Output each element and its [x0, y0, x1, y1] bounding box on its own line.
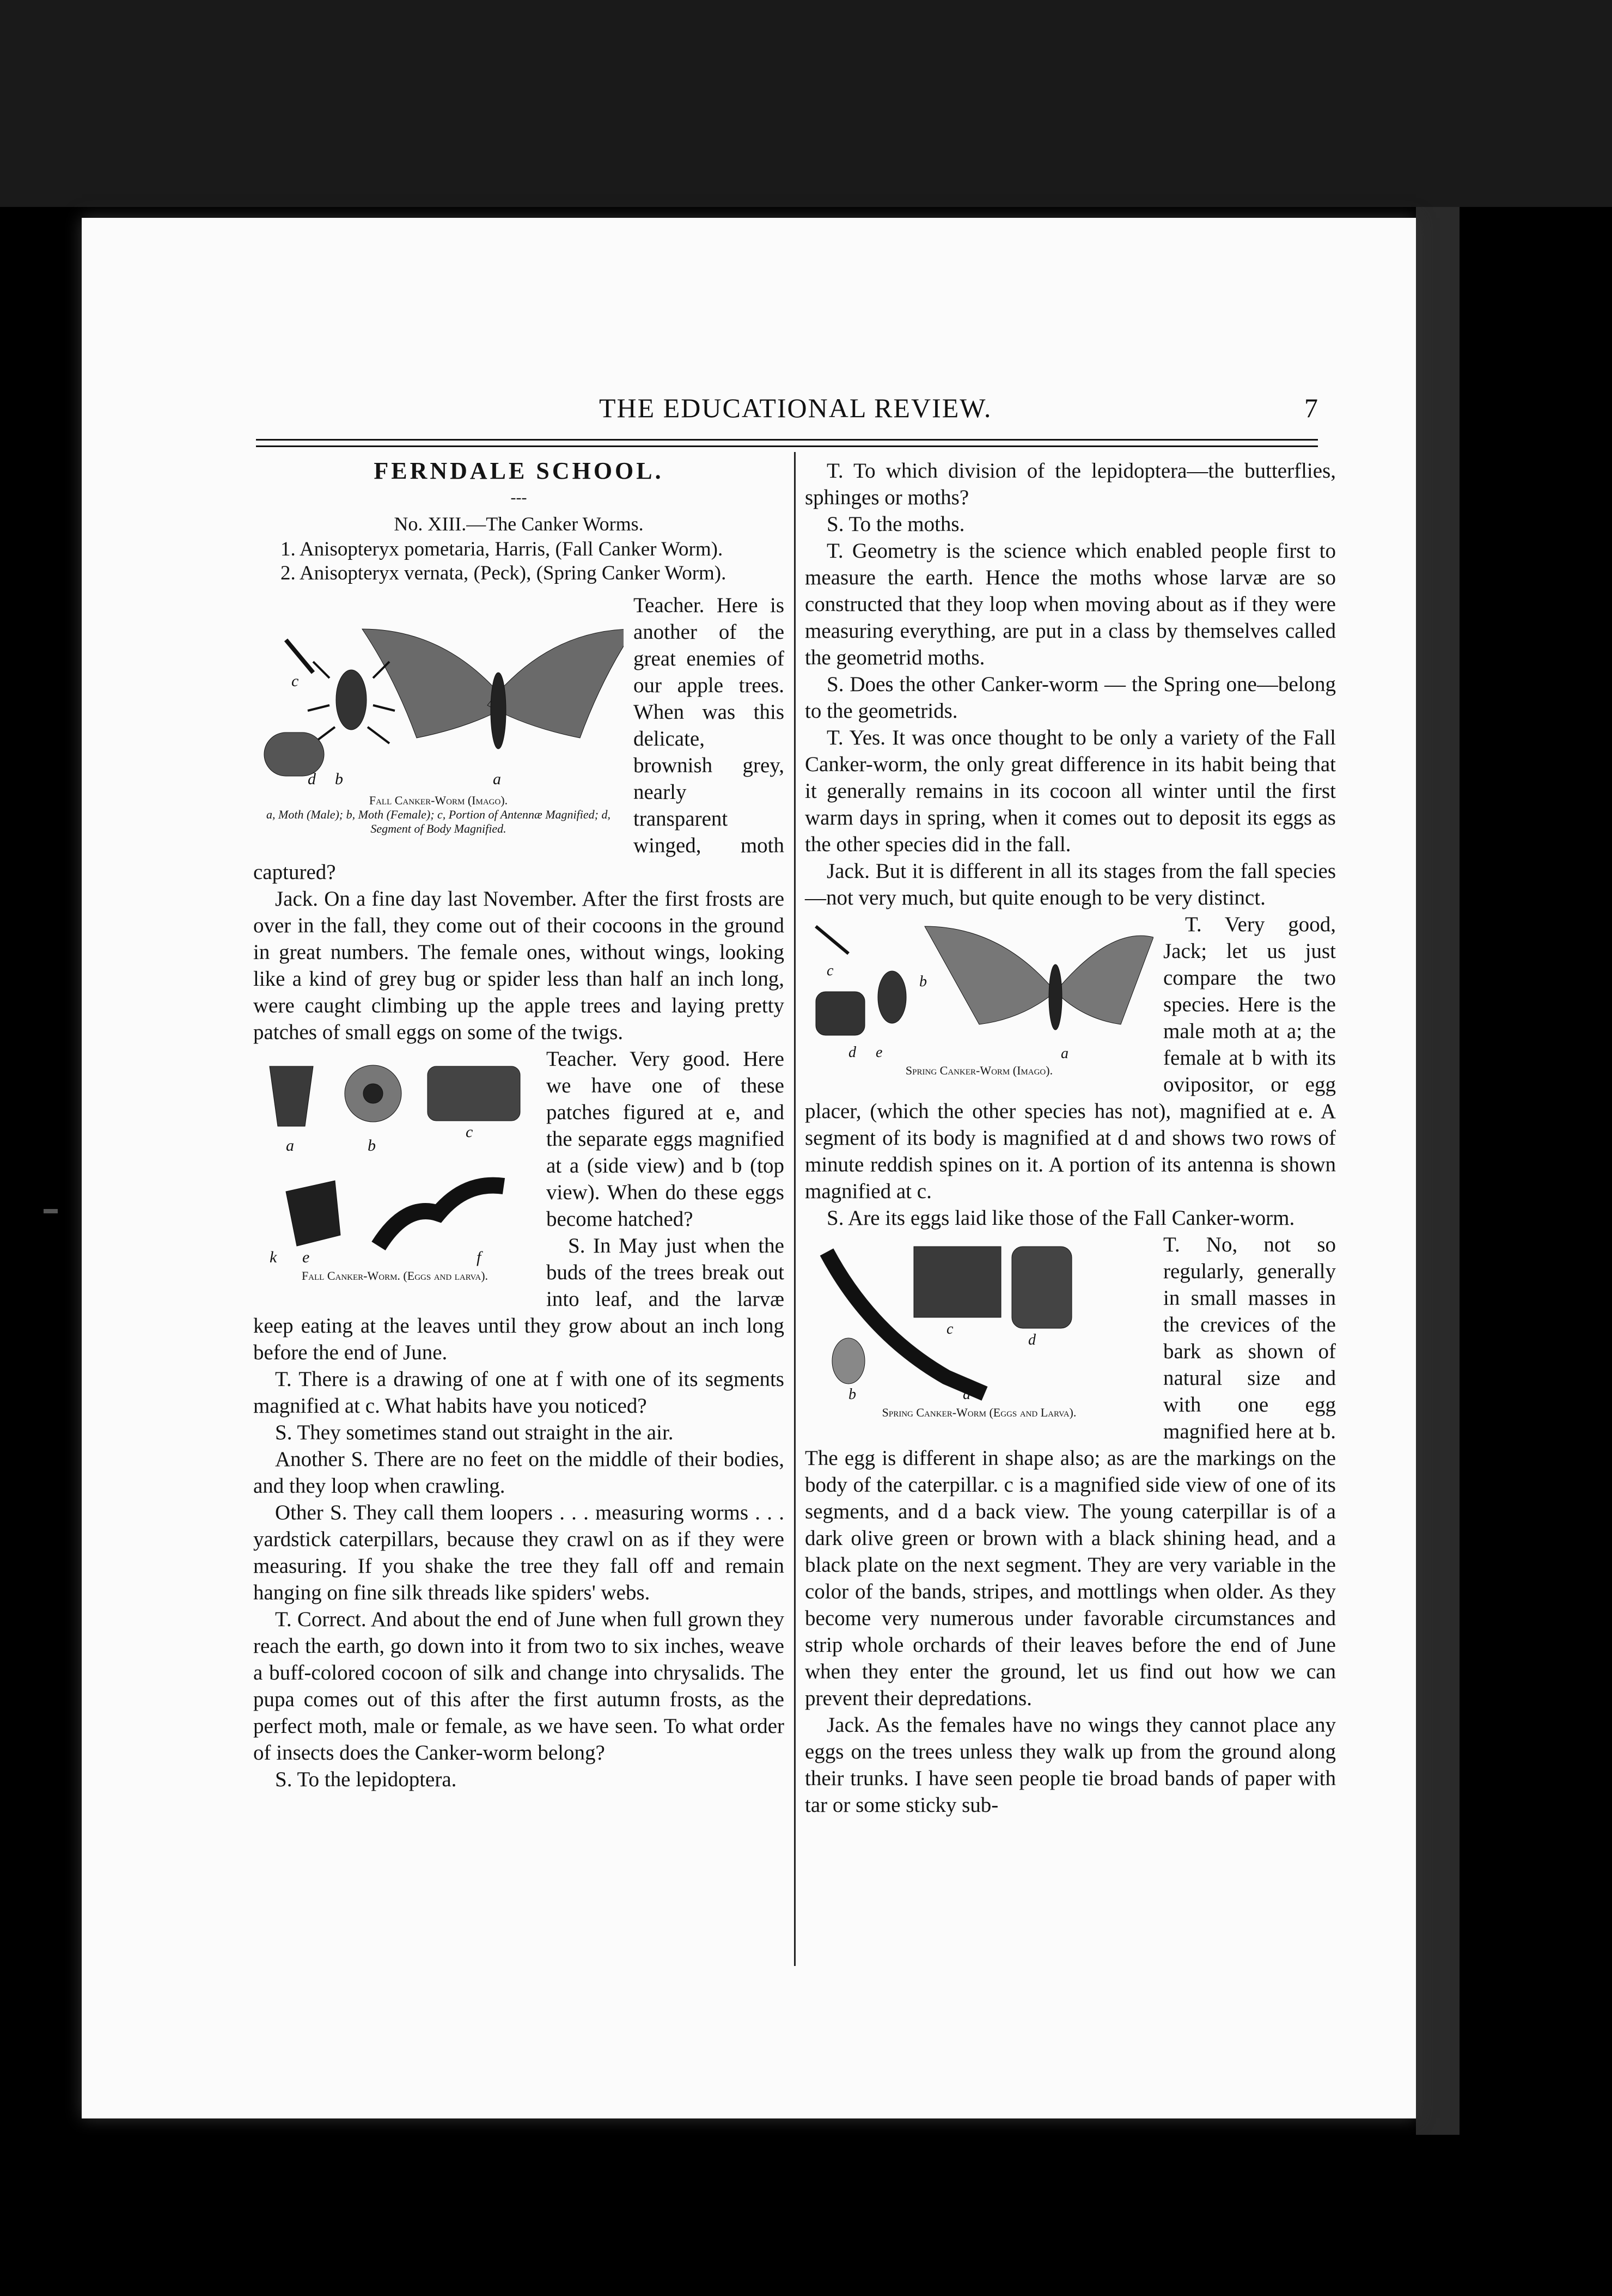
svg-text:c: c: [466, 1123, 473, 1141]
paragraph: S. To the lepidoptera.: [275, 1768, 457, 1791]
paragraph: Jack. But it is different in all its stages from the fall species—not very much, but quite enough to be very distinct.: [805, 859, 1336, 909]
paragraph: S. They sometimes stand out straight in the air.: [275, 1421, 674, 1444]
page-number: 7: [1304, 393, 1318, 423]
svg-text:d: d: [848, 1044, 856, 1061]
species-line: 1. Anisopteryx pometaria, Harris, (Fall Canker Worm).: [280, 538, 723, 560]
spring-eggs-larva-illustration: [805, 1236, 1153, 1405]
svg-text:e: e: [876, 1044, 883, 1061]
figure-spring-canker-worm-eggs: [805, 1236, 1153, 1437]
paragraph: Other S. They call them loopers . . . measuring worms . . . yardstick caterpillars, because they crawl on as if they were measuring. If you shake the tree they fall off and remain hanging on fine silk threads like spiders' webs.: [253, 1501, 784, 1604]
svg-text:c: c: [947, 1321, 954, 1338]
paragraph: Teacher. Very good. Here we have one of these patches figured at e, and the separate eggs magnified at a (side view) and b (top view). When do these eggs become hatched?: [546, 1047, 784, 1231]
paragraph: Jack. As the females have no wings they cannot place any eggs on the trees unless they walk up from the ground along their trunks. I have seen people tie broad bands of paper with tar or some sticky sub-: [805, 1713, 1336, 1817]
svg-text:b: b: [848, 1386, 856, 1403]
paragraph: T. Yes. It was once thought to be only a variety of the Fall Canker-worm, the only great difference in its habit being that it generally remains in its cocoon all winter until the first warm days in spring, when it comes out to deposit its eggs as the other species did in the fall.: [805, 726, 1336, 856]
paragraph: S. To the moths.: [827, 512, 965, 536]
paragraph: T. Correct. And about the end of June when full grown they reach the earth, go down into it from two to six inches, weave a buff-colored cocoon of silk and change into chrysalids. The pupa comes out of this after the first autumn frosts, as the perfect moth, male or female, as we have seen. To what order of insects does the Canker-worm belong?: [253, 1608, 784, 1764]
running-header: [174, 392, 1318, 425]
scan-top-border: [0, 0, 1612, 207]
header-rule: [256, 445, 1318, 447]
figure-spring-canker-worm-imago: [805, 915, 1153, 1079]
article-heading: FERNDALE SCHOOL.: [374, 457, 664, 484]
column-divider: [794, 452, 796, 1966]
svg-text:c: c: [827, 962, 834, 979]
svg-text:a: a: [963, 1386, 970, 1403]
paragraph: Teacher. Here is another of the great enemies of our apple trees. When was this delicate, brownish grey, nearly transparent winged, moth captured?: [253, 594, 784, 884]
journal-title: THE EDUCATIONAL REVIEW.: [599, 393, 992, 423]
figure-fall-canker-worm-imago: [253, 596, 624, 836]
paragraph: T. To which division of the lepidoptera—the butterflies, sphinges or moths?: [805, 459, 1336, 509]
svg-text:a: a: [493, 770, 501, 788]
paragraph: T. Geometry is the science which enabled people first to measure the earth. Hence the moths whose larvæ are so constructed that they loop when moving about as if they were measuring everything, are put in a class by themselves called the geometrid moths.: [805, 539, 1336, 669]
figure-caption: Spring Canker-Worm (Eggs and Larva).: [882, 1406, 1077, 1419]
svg-text:a: a: [286, 1137, 294, 1155]
header-rule: [256, 439, 1318, 441]
svg-text:e: e: [302, 1248, 310, 1266]
eggs-larva-illustration: [253, 1050, 536, 1268]
figure-caption: Spring Canker-Worm (Imago).: [905, 1064, 1053, 1077]
figure-fall-canker-worm-eggs: [253, 1050, 536, 1290]
heading-dash: ---: [510, 488, 527, 506]
svg-text:d: d: [1028, 1332, 1036, 1348]
left-column: [253, 457, 784, 1793]
svg-text:b: b: [335, 770, 343, 788]
spring-moth-illustration: [805, 915, 1153, 1062]
svg-text:c: c: [291, 672, 299, 690]
paragraph: S. Does the other Canker-worm — the Spring one—belong to the geometrids.: [805, 673, 1336, 723]
species-line: 2. Anisopteryx vernata, (Peck), (Spring Canker Worm).: [280, 562, 726, 584]
paragraph: Another S. There are no feet on the middle of their bodies, and they loop when crawling.: [253, 1448, 784, 1498]
paragraph: S. In May just when the buds of the trees break out into leaf, and the larvæ keep eating at the leaves until they grow about an inch long before the end of June.: [253, 1234, 784, 1364]
paragraph: S. Are its eggs laid like those of the Fall Canker-worm.: [827, 1206, 1295, 1230]
paragraph: Jack. On a fine day last November. After the first frosts are over in the fall, they come out of their cocoons in the ground in great numbers. The female ones, without wings, looking like a kind of grey bug or spider less than half an inch long, were caught climbing up the apple trees and laying pretty patches of small eggs on some of the twigs.: [253, 887, 784, 1044]
figure-caption: Fall Canker-Worm. (Eggs and larva).: [301, 1269, 489, 1283]
svg-text:k: k: [270, 1248, 277, 1266]
figure-caption: Fall Canker-Worm (Imago).: [369, 793, 508, 807]
svg-text:a: a: [1061, 1045, 1068, 1062]
margin-mark: [44, 1209, 58, 1213]
moth-illustration: [253, 596, 624, 792]
svg-text:d: d: [308, 770, 316, 788]
paragraph: T. No, not so regularly, generally in small masses in the crevices of the bark as shown of natural size and with one egg magnified here at b. The egg is different in shape also; as are the markings on the body of the caterpillar. c is a magnified side view of one of its segments, and d a back view. The young caterpillar is of a dark olive green or brown with a black shining head, and a black plate on the next segment. They are very variable in the color of the bands, stripes, and mottlings when older. As they become very numerous under favorable circumstances and strip whole orchards of their leaves before the end of June when they enter the ground, let us find out how we can prevent their depredations.: [805, 1233, 1336, 1710]
svg-text:b: b: [919, 973, 927, 990]
book-spine: [1416, 207, 1460, 2135]
svg-text:f: f: [477, 1248, 481, 1266]
figure-subcaption: a, Moth (Male); b, Moth (Female); c, Portion of Antennæ Magnified; d, Segment of Body Magnified.: [266, 808, 610, 835]
paragraph: T. There is a drawing of one at f with one of its segments magnified at c. What habits have you noticed?: [253, 1367, 784, 1418]
right-column: [805, 457, 1336, 1818]
svg-text:b: b: [368, 1137, 376, 1155]
paragraph: T. Very good, Jack; let us just compare the two species. Here is the male moth at a; the female at b with its ovipositor, or egg placer, (which the other species has not), magnified at e. A segment of its body is magnified at d and shows two rows of minute reddish spines on it. A portion of its antenna is shown magnified at c.: [805, 913, 1336, 1203]
article-subheading: No. XIII.—The Canker Worms.: [394, 513, 644, 535]
